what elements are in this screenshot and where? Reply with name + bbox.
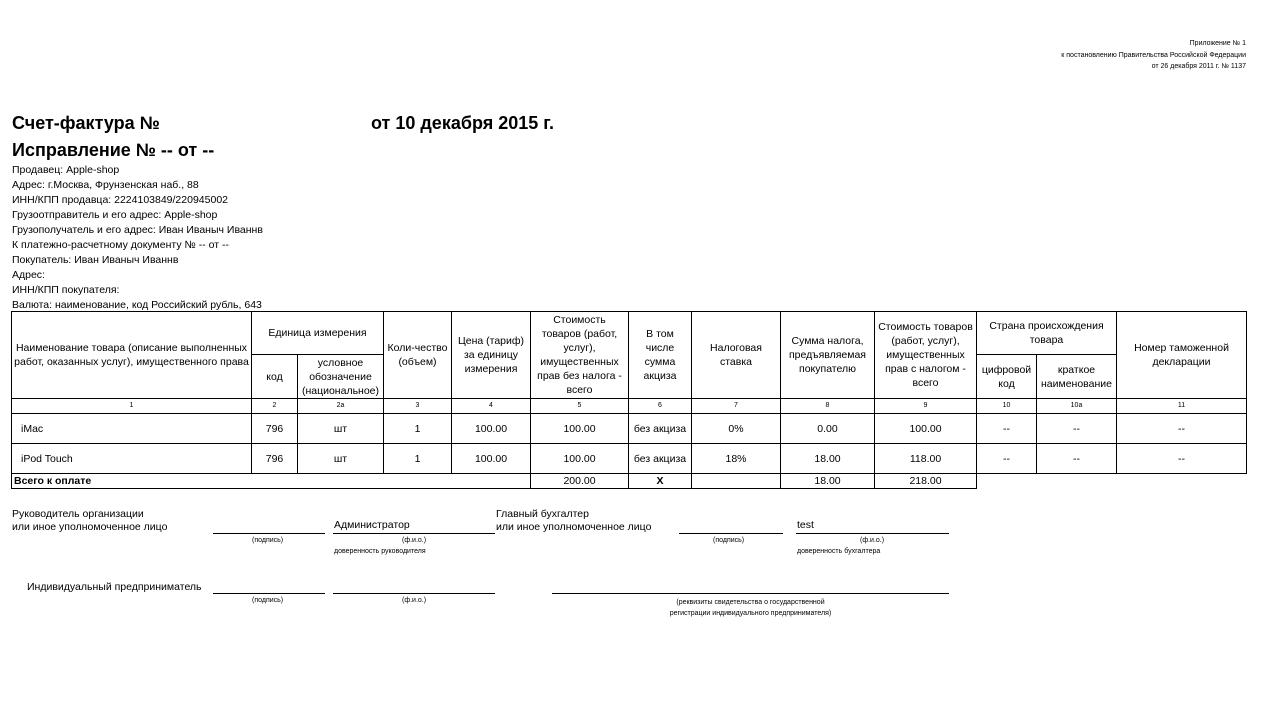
cell-tax-rate: 18% xyxy=(692,444,781,474)
col-number: 10а xyxy=(1037,399,1117,414)
appendix-line: от 26 декабря 2011 г. № 1137 xyxy=(1151,63,1246,70)
ip-label: Индивидуальный предприниматель xyxy=(27,581,202,593)
total-tax-sum: 18.00 xyxy=(781,474,875,489)
header-country: Страна происхождения товара xyxy=(977,312,1117,355)
shipper-line: Грузоотправитель и его адрес: Apple-shop xyxy=(12,209,218,221)
cell-customs: -- xyxy=(1117,414,1247,444)
total-blank xyxy=(977,474,1037,489)
head-name-line xyxy=(333,533,495,534)
cell-country-name: -- xyxy=(1037,444,1117,474)
accountant-name: test xyxy=(797,519,814,531)
ip-requisites-line-2: регистрации индивидуального предпринимателя) xyxy=(669,610,832,617)
cell-cost-with-tax: 118.00 xyxy=(875,444,977,474)
cell-qty: 1 xyxy=(384,414,452,444)
seller-inn-line: ИНН/КПП продавца: 2224103849/220945002 xyxy=(12,194,228,206)
header-row xyxy=(12,312,1247,355)
appendix-line: к постановлению Правительства Российской Федерации xyxy=(1061,51,1246,59)
cell-unit-code: 796 xyxy=(252,444,298,474)
consignee-line: Грузополучатель и его адрес: Иван Иваныч Иваннв xyxy=(12,224,263,236)
col-number: 5 xyxy=(531,399,629,414)
total-cost-with-tax: 218.00 xyxy=(875,474,977,489)
header-cost-with-tax: Стоимость товаров (работ, услуг), имущественных прав с налогом - всего xyxy=(875,312,977,399)
cell-tax-rate: 0% xyxy=(692,414,781,444)
correction-title: Исправление № -- от -- xyxy=(12,140,215,160)
head-sign-caption: (подпись) xyxy=(252,537,284,544)
col-number: 2 xyxy=(252,399,298,414)
col-number: 3 xyxy=(384,399,452,414)
accountant-label xyxy=(496,508,651,534)
cell-cost-with-tax: 100.00 xyxy=(875,414,977,444)
head-label-line: или иное уполномоченное лицо xyxy=(12,521,168,533)
table-row xyxy=(12,414,1247,444)
cell-country-name: -- xyxy=(1037,414,1117,444)
cell-tax-sum: 18.00 xyxy=(781,444,875,474)
cell-country-code: -- xyxy=(977,444,1037,474)
head-proxy: доверенность руководителя xyxy=(334,548,426,555)
cell-cost-no-tax: 100.00 xyxy=(531,414,629,444)
accountant-sign-caption: (подпись) xyxy=(713,537,745,544)
cell-price: 100.00 xyxy=(452,414,531,444)
head-signature-line[interactable] xyxy=(213,533,325,534)
head-label-line: Руководитель организации xyxy=(12,508,144,520)
cell-excise: без акциза xyxy=(629,414,692,444)
accountant-name-line xyxy=(796,533,949,534)
cell-country-code: -- xyxy=(977,414,1037,444)
col-number: 7 xyxy=(692,399,781,414)
cell-product-name: iMac xyxy=(12,414,252,444)
cell-qty: 1 xyxy=(384,444,452,474)
cell-cost-no-tax: 100.00 xyxy=(531,444,629,474)
header-unit-code: код xyxy=(252,355,298,399)
header-unit-name: условное обозначение (национальное) xyxy=(298,355,384,399)
col-number: 2а xyxy=(298,399,384,414)
invoice-date: от 10 декабря 2015 г. xyxy=(371,113,554,133)
header-customs: Номер таможенной декларации xyxy=(1117,312,1247,399)
header-tax-sum: Сумма налога, предъявляемая покупателю xyxy=(781,312,875,399)
invoice-table xyxy=(11,311,1247,489)
cell-customs: -- xyxy=(1117,444,1247,474)
column-number-row xyxy=(12,399,1247,414)
header-country-name: краткое наименование xyxy=(1037,355,1117,399)
col-number: 6 xyxy=(629,399,692,414)
header-unit: Единица измерения xyxy=(252,312,384,355)
col-number: 9 xyxy=(875,399,977,414)
invoice-info xyxy=(12,163,263,313)
currency-line: Валюта: наименование, код Российский рубль, 643 xyxy=(12,299,262,311)
head-label xyxy=(12,508,167,534)
total-blank xyxy=(1037,474,1117,489)
ip-requisites-line-1: (реквизиты свидетельства о государственной xyxy=(676,599,825,606)
header-price: Цена (тариф) за единицу измерения xyxy=(452,312,531,399)
cell-unit-code: 796 xyxy=(252,414,298,444)
cell-price: 100.00 xyxy=(452,444,531,474)
total-excise: X xyxy=(629,474,692,489)
total-cost-no-tax: 200.00 xyxy=(531,474,629,489)
ip-name-caption: (ф.и.о.) xyxy=(402,597,427,604)
accountant-signature-line[interactable] xyxy=(679,533,783,534)
header-country-code: цифровой код xyxy=(977,355,1037,399)
head-name-caption: (ф.и.о.) xyxy=(402,537,427,544)
col-number: 4 xyxy=(452,399,531,414)
accountant-label-line: Главный бухгалтер xyxy=(496,508,589,520)
buyer-inn-line: ИНН/КПП покупателя: xyxy=(12,284,120,296)
ip-sign-caption: (подпись) xyxy=(252,597,284,604)
total-label: Всего к оплате xyxy=(12,474,531,489)
buyer-address-line: Адрес: xyxy=(12,269,45,281)
header-tax-rate: Налоговая ставка xyxy=(692,312,781,399)
header-excise: В том числе сумма акциза xyxy=(629,312,692,399)
appendix-line: Приложение № 1 xyxy=(1189,40,1246,47)
cell-product-name: iPod Touch xyxy=(12,444,252,474)
header-qty: Коли-чество (объем) xyxy=(384,312,452,399)
cell-unit-name: шт xyxy=(298,414,384,444)
cell-tax-sum: 0.00 xyxy=(781,414,875,444)
ip-signature-line[interactable] xyxy=(213,593,325,594)
header-cost-no-tax: Стоимость товаров (работ, услуг), имущественных прав без налога - всего xyxy=(531,312,629,399)
appendix-note xyxy=(1061,38,1246,73)
seller-address-line: Адрес: г.Москва, Фрунзенская наб., 88 xyxy=(12,179,199,191)
accountant-name-caption: (ф.и.о.) xyxy=(860,537,885,544)
cell-unit-name: шт xyxy=(298,444,384,474)
seller-line: Продавец: Apple-shop xyxy=(12,164,120,176)
table-row xyxy=(12,444,1247,474)
col-number: 8 xyxy=(781,399,875,414)
invoice-title: Счет-фактура № xyxy=(12,113,160,133)
head-name: Администратор xyxy=(334,519,410,531)
accountant-proxy: доверенность бухгалтера xyxy=(797,548,881,555)
payment-doc-line: К платежно-расчетному документу № -- от -- xyxy=(12,239,229,251)
buyer-line: Покупатель: Иван Иваныч Иваннв xyxy=(12,254,179,266)
col-number: 1 xyxy=(12,399,252,414)
ip-requisites-line xyxy=(552,593,949,594)
total-empty-cell xyxy=(692,474,781,489)
cell-excise: без акциза xyxy=(629,444,692,474)
ip-name-line xyxy=(333,593,495,594)
total-blank xyxy=(1117,474,1247,489)
col-number: 10 xyxy=(977,399,1037,414)
ip-requisites-caption xyxy=(552,597,949,619)
accountant-label-line: или иное уполномоченное лицо xyxy=(496,521,652,533)
total-row xyxy=(12,474,1247,489)
col-number: 11 xyxy=(1117,399,1247,414)
header-name: Наименование товара (описание выполненных работ, оказанных услуг), имущественного права xyxy=(12,312,252,399)
